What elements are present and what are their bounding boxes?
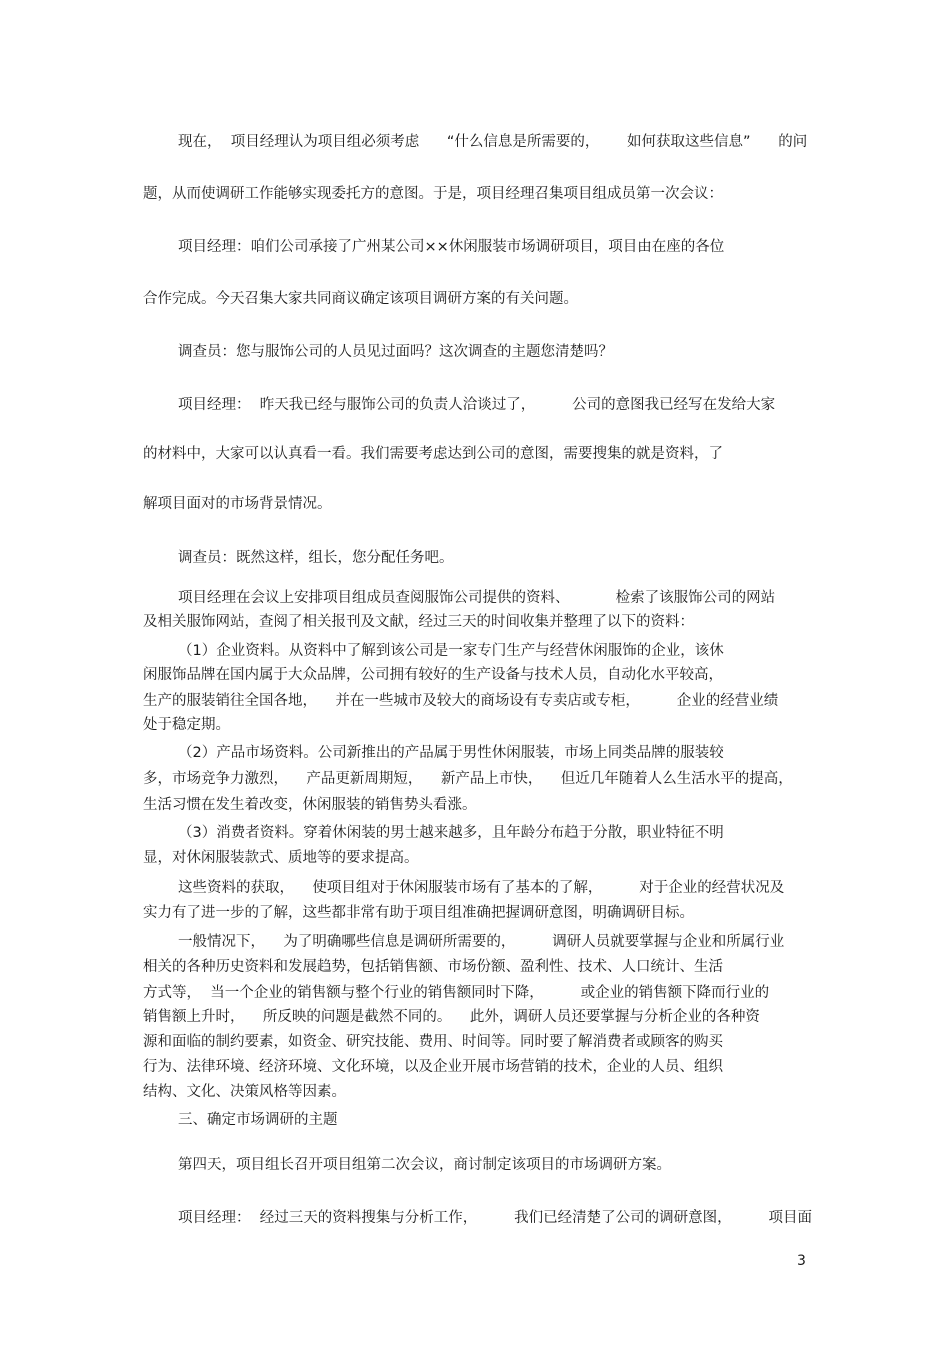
page-number: 3: [797, 1253, 806, 1269]
text-line: （3）消费者资料。穿着休闲装的男士越来越多，且年龄分布趋于分散，职业特征不明: [178, 825, 724, 841]
text-line: 相关的各种历史资料和发展趋势，包括销售额、市场份额、盈利性、技术、人口统计、生活: [143, 959, 723, 975]
section-heading: 三、确定市场调研的主题: [178, 1112, 338, 1128]
text-line: 生产的服装销往全国各地， 并在一些城市及较大的商场设有专卖店或专柜， 企业的经营业绩: [143, 693, 779, 709]
text-line: 项目经理在会议上安排项目组成员查阅服饰公司提供的资料、 检索了该服饰公司的网站: [178, 590, 776, 606]
text-line: 调查员：既然这样，组长，您分配任务吧。: [178, 550, 454, 566]
text-line: 合作完成。今天召集大家共同商议确定该项目调研方案的有关问题。: [143, 291, 578, 307]
text-line: 方式等， 当一个企业的销售额与整个行业的销售额同时下降， 或企业的销售额下降而行业的: [143, 985, 770, 1001]
text-line: 题，从而使调研工作能够实现委托方的意图。于是，项目经理召集项目组成员第一次会议：: [143, 186, 723, 202]
text-line: 及相关服饰网站，查阅了相关报刊及文献，经过三天的时间收集并整理了以下的资料：: [143, 614, 694, 630]
text-line: 行为、法律环境、经济环境、文化环境，以及企业开展市场营销的技术，企业的人员、组织: [143, 1059, 723, 1075]
text-line: （1）企业资料。从资料中了解到该公司是一家专门生产与经营休闲服饰的企业，该休: [178, 643, 724, 659]
text-line: 处于稳定期。: [143, 717, 230, 733]
text-line: 这些资料的获取， 使项目组对于休闲服装市场有了基本的了解， 对于企业的经营状况及: [178, 880, 785, 896]
text-line: 项目经理：咱们公司承接了广州某公司××休闲服装市场调研项目，项目由在座的各位: [178, 239, 725, 255]
text-line: 解项目面对的市场背景情况。: [143, 496, 332, 512]
text-line: 闲服饰品牌在国内属于大众品牌，公司拥有较好的生产设备与技术人员，自动化水平较高，: [143, 667, 723, 683]
text-line: 一般情况下， 为了明确哪些信息是调研所需要的， 调研人员就要掌握与企业和所属行业: [178, 934, 785, 950]
text-line: 源和面临的制约要素，如资金、研究技能、费用、时间等。同时要了解消费者或顾客的购买: [143, 1034, 723, 1050]
text-line: 第四天，项目组长召开项目组第二次会议，商讨制定该项目的市场调研方案。: [178, 1157, 671, 1173]
text-line: 生活习惯在发生着改变，休闲服装的销售势头看涨。: [143, 797, 477, 813]
text-line: 结构、文化、决策风格等因素。: [143, 1084, 346, 1100]
text-line: 调查员：您与服饰公司的人员见过面吗？这次调查的主题您清楚吗？: [178, 344, 613, 360]
text-line: 显，对休闲服装款式、质地等的要求提高。: [143, 850, 419, 866]
text-line: 项目经理： 经过三天的资料搜集与分析工作， 我们已经清楚了公司的调研意图， 项目面: [178, 1210, 812, 1226]
text-line: （2）产品市场资料。公司新推出的产品属于男性休闲服装，市场上同类品牌的服装较: [178, 745, 724, 761]
text-line: 项目经理： 昨天我已经与服饰公司的负责人洽谈过了， 公司的意图我已经写在发给大家: [178, 397, 776, 413]
text-line: 现在， 项目经理认为项目组必须考虑 “什么信息是所需要的， 如何获取这些信息” 的问: [178, 134, 808, 150]
text-line: 实力有了进一步的了解，这些都非常有助于项目组准确把握调研意图，明确调研目标。: [143, 905, 694, 921]
text-line: 的材料中，大家可以认真看一看。我们需要考虑达到公司的意图，需要搜集的就是资料，了: [143, 446, 723, 462]
text-line: 销售额上升时， 所反映的问题是截然不同的。 此外，调研人员还要掌握与分析企业的各种资: [143, 1009, 760, 1025]
text-line: 多，市场竞争力激烈， 产品更新周期短， 新产品上市快， 但近几年随着人么生活水平的提高，: [143, 771, 793, 787]
